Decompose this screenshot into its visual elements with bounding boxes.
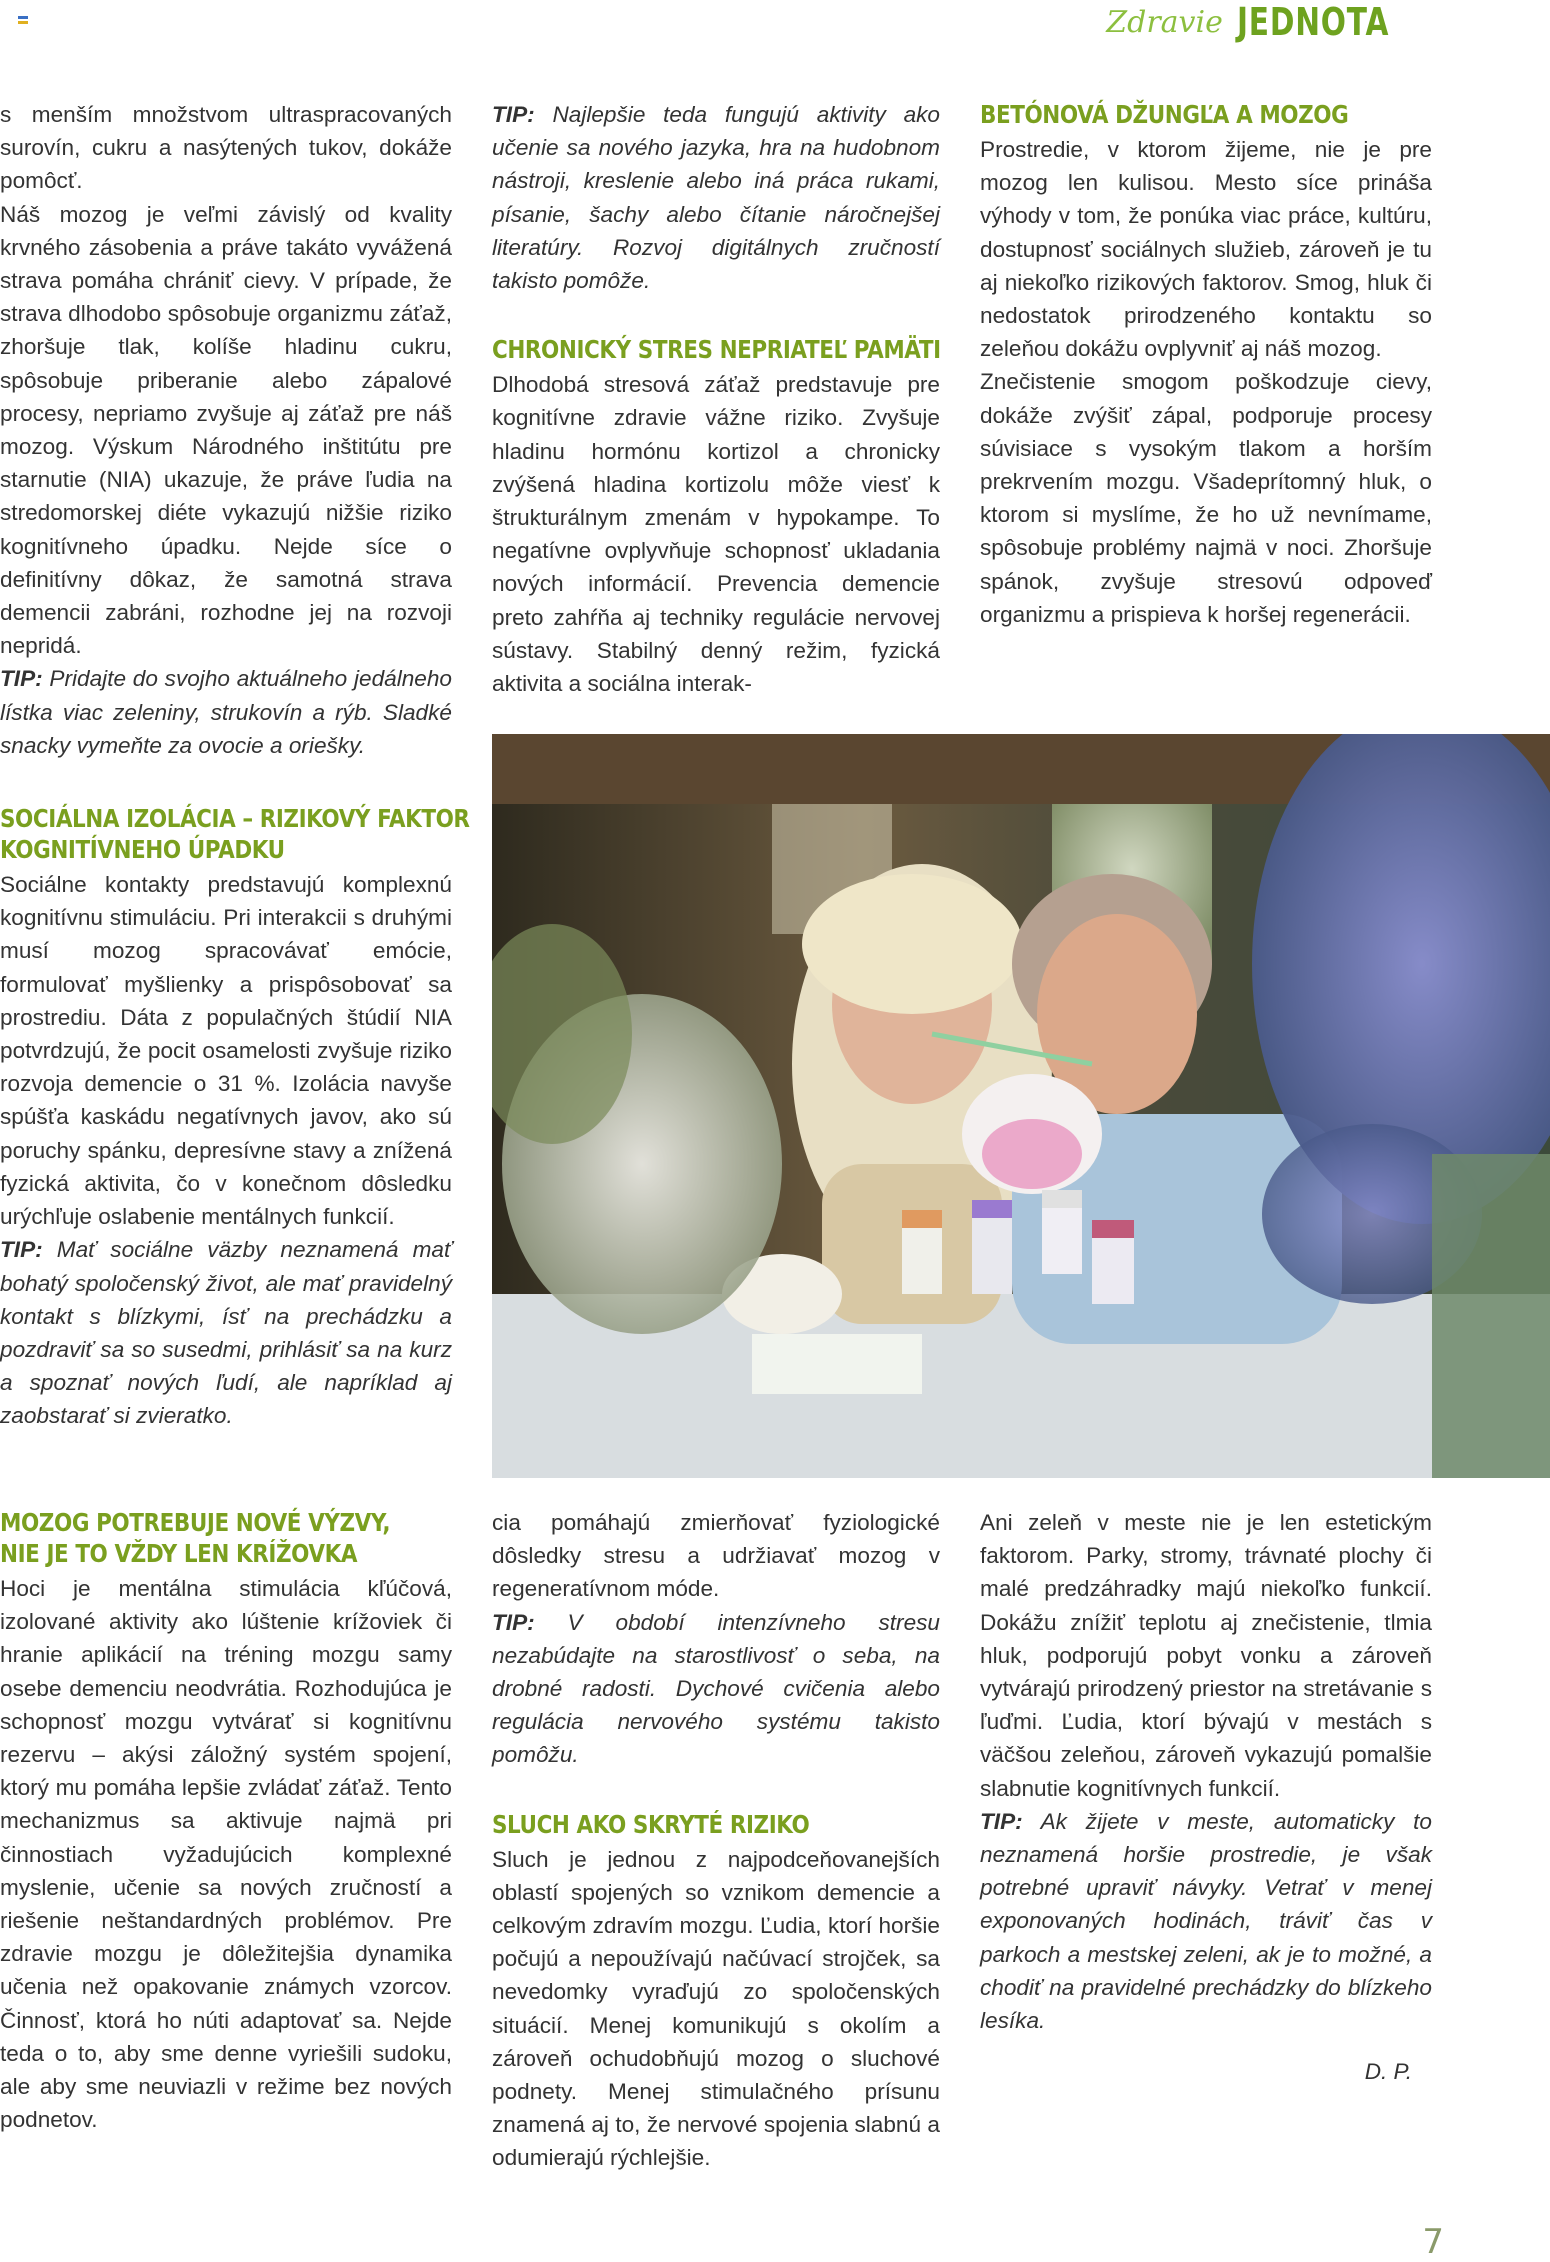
- tip-label: TIP:: [0, 1237, 43, 1263]
- tip-label: TIP:: [980, 1808, 1023, 1834]
- column-1-bottom: [0, 1506, 452, 2136]
- column-1-top: [0, 98, 470, 1433]
- photo-women-painting-cups: [492, 734, 1550, 1478]
- section-heading: NIE JE TO VŽDY LEN KRÍŽOVKA: [0, 1539, 358, 1568]
- section-heading: SOCIÁLNA IZOLÁCIA – RIZIKOVÝ FAKTOR: [0, 804, 470, 834]
- tip: [492, 1606, 940, 1772]
- section-heading: SLUCH AKO SKRYTÉ RIZIKO: [492, 1809, 810, 1839]
- tip: [980, 1805, 1432, 2037]
- column-3-top: [980, 98, 1432, 631]
- tip-text: Ak žijete v meste, automaticky to neznamená horšie prostredie, je však potrebné upraviť návyky. Vetrať v menej exponovaných hodinách, tráviť čas v parkoch a mestskej zeleni, ak je to možné, a chodiť na pravidelné prechádzky do blízkeho lesíka.: [980, 1808, 1432, 2034]
- paragraph: Ani zeleň v meste nie je len estetickým faktorom. Parky, stromy, trávnaté plochy či malé predzáhradky majú niekoľko funkcií. Dokážu znížiť teplotu aj znečistenie, tlmia hluk, podporujú pobyt vonku a zároveň vytvárajú prirodzený priestor na stretávanie s ľuďmi. Ľudia, ktorí bývajú v mestách s väčšou zeleňou, zároveň vykazujú pomalšie slabnutie kognitívnych funkcií.: [980, 1510, 1432, 1801]
- flag-icon: [18, 16, 28, 24]
- paragraph: Náš mozog je veľmi závislý od kvality krvného zásobenia a práve takáto vyvážená strava pomáha chrániť cievy. V prípade, že strava dlhodobo spôsobuje organizmu záťaž, zhoršuje tlak, kolíše hladinu cukru, spôsobuje priberanie alebo zápalové procesy, nepriamo zvyšuje aj záťaž pre náš mozog. Výskum Národného inštitútu pre starnutie (NIA) ukazuje, že práve ľudia na stredomorskej diéte vykazujú nižšie riziko kognitívneho úpadku. Nejde síce o definitívny dôkaz, že samotná strava demencii zabráni, rozhodne jej na rozvoji nepridá.: [0, 201, 452, 659]
- section-heading: KOGNITÍVNEHO ÚPADKU: [0, 835, 285, 865]
- tip-text: Pridajte do svojho aktuálneho jedálneho lístka viac zeleniny, strukovín a rýb. Sladké snacky vymeňte za ovocie a oriešky.: [0, 666, 452, 758]
- paragraph: Hoci je mentálna stimulácia kľúčová, izolované aktivity ako lúštenie krížoviek či hranie aplikácií na tréning mozgu samy osebe demenciu neodvrátia. Rozhodujúca je schopnosť mozgu vytvárať si kognitívnu rezervu – akýsi záložný systém spojení, ktorý mu pomáha lepšie zvládať záťaž. Tento mechanizmus sa aktivuje najmä pri činnostiach vyžadujúcich komplexné myslenie, učenie sa nových zručností a riešenie neštandardných problémov. Pre zdravie mozgu je dôležitejšia dynamika učenia než opakovanie známych vzorcov. Činnosť, ktorá ho núti adaptovať sa. Nejde teda o to, aby sme denne vyriešili sudoku, ale aby sme neuviazli v režime bez nových podnetov.: [0, 1576, 452, 2133]
- section-label: Zdravie: [1106, 4, 1223, 40]
- column-2-top: [492, 98, 940, 700]
- paragraph: Prostredie, v ktorom žijeme, nie je pre mozog len kulisou. Mesto síce prináša výhody v tom, že ponúka viac práce, kultúru, dostupnosť sociálnych služieb, zároveň je tu aj niekoľko rizikových faktorov. Smog, hluk či nedostatok prirodzeného kontaktu so zeleňou dokážu ovplyvniť aj náš mozog.: [980, 137, 1432, 362]
- tip-label: TIP:: [492, 1609, 535, 1635]
- paragraph: Sluch je jednou z najpodceňovanejších oblastí spojených so vznikom demencie a celkovým zdravím mozgu. Ľudia, ktorí horšie počujú a nepoužívajú načúvací strojček, sa nevedomky vyraďujú zo spoločenských situácií. Menej komunikujú s okolím a zároveň ochudobňujú mozog o sluchové podnety. Menej stimulačného prísunu znamená aj to, že nervové spojenia slabnú a odumierajú rýchlejšie.: [492, 1846, 940, 2171]
- tip-text: V období intenzívneho stresu nezabúdajte na starostlivosť o seba, na drobné radosti. Dychové cvičenia alebo regulácia nervového systému takisto pomôžu.: [492, 1609, 940, 1768]
- tip-label: TIP:: [0, 666, 43, 692]
- masthead: [1106, 0, 1432, 44]
- publication-logo: JEDNOTA: [1236, 0, 1390, 44]
- tip-text: Mať sociálne väzby neznamená mať bohatý spoločenský život, ale mať pravidelný kontakt s blízkymi, ísť na prechádzku a pozdraviť sa so susedmi, prihlásiť sa na kurz a spoznať nových ľudí, ale napríklad aj zaobstarať si zvieratko.: [0, 1237, 452, 1429]
- section-heading: BETÓNOVÁ DŽUNGĽA A MOZOG: [980, 100, 1349, 129]
- author-initials: D. P.: [1364, 2059, 1412, 2085]
- column-2-bottom: [492, 1506, 940, 2175]
- paragraph: Dlhodobá stresová záťaž predstavuje pre kognitívne zdravie vážne riziko. Zvyšuje hladinu hormónu kortizol a chronicky zvýšená hladina kortizolu môže viesť k štrukturálnym zmenám v hypokampe. To negatívne ovplyvňuje schopnosť ukladania nových informácií. Prevencia demencie preto zahŕňa aj techniky regulácie nervovej sústavy. Stabilný denný režim, fyzická aktivita a sociálna interak-: [492, 372, 940, 697]
- paragraph: Sociálne kontakty predstavujú komplexnú kognitívnu stimuláciu. Pri interakcii s druhými musí mozog spracovávať emócie, formulovať myšlienky a prispôsobovať sa prostrediu. Dáta z populačných štúdií NIA potvrdzujú, že pocit osamelosti zvyšuje riziko rozvoja demencie o 31 %. Izolácia navyše spúšťa kaskádu negatívnych javov, ako sú poruchy spánku, depresívne stavy a znížená fyzická aktivita, čo v konečnom dôsledku urýchľuje oslabenie mentálnych funkcií.: [0, 872, 452, 1230]
- section-heading: MOZOG POTREBUJE NOVÉ VÝZVY,: [0, 1508, 391, 1537]
- paragraph: Znečistenie smogom poškodzuje cievy, dokáže zvýšiť zápal, podporuje procesy súvisiace s vysokým tlakom a horším prekrvením mozgu. Všadeprítomný hluk, o ktorom si myslíme, že ho už nevnímame, spôsobuje problémy najmä v noci. Zhoršuje spánok, zvyšuje stresovú odpoveď organizmu a prispieva k horšej regenerácii.: [980, 369, 1432, 627]
- section-heading: CHRONICKÝ STRES NEPRIATEĽ PAMÄTI: [492, 335, 941, 365]
- tip: [492, 98, 940, 297]
- page-number: 7: [1422, 2222, 1444, 2262]
- paragraph: s menším množstvom ultraspracovaných surovín, cukru a nasýtených tukov, dokáže pomôcť.: [0, 102, 452, 194]
- tip: [0, 1233, 452, 1432]
- tip-label: TIP:: [492, 102, 535, 127]
- paragraph: cia pomáhajú zmierňovať fyziologické dôsledky stresu a udržiavať mozog v regeneratívnom móde.: [492, 1510, 940, 1602]
- photo-illustration: [492, 734, 1550, 1478]
- tip: [0, 662, 452, 762]
- column-3-bottom: [980, 1506, 1432, 2088]
- tip-text: Najlepšie teda fungujú aktivity ako učenie sa nového jazyka, hra na hudobnom nástroji, kreslenie alebo iná práca rukami, písanie, šachy alebo čítanie náročnejšej literatúry. Rozvoj digitálnych zručností takisto pomôže.: [492, 102, 940, 294]
